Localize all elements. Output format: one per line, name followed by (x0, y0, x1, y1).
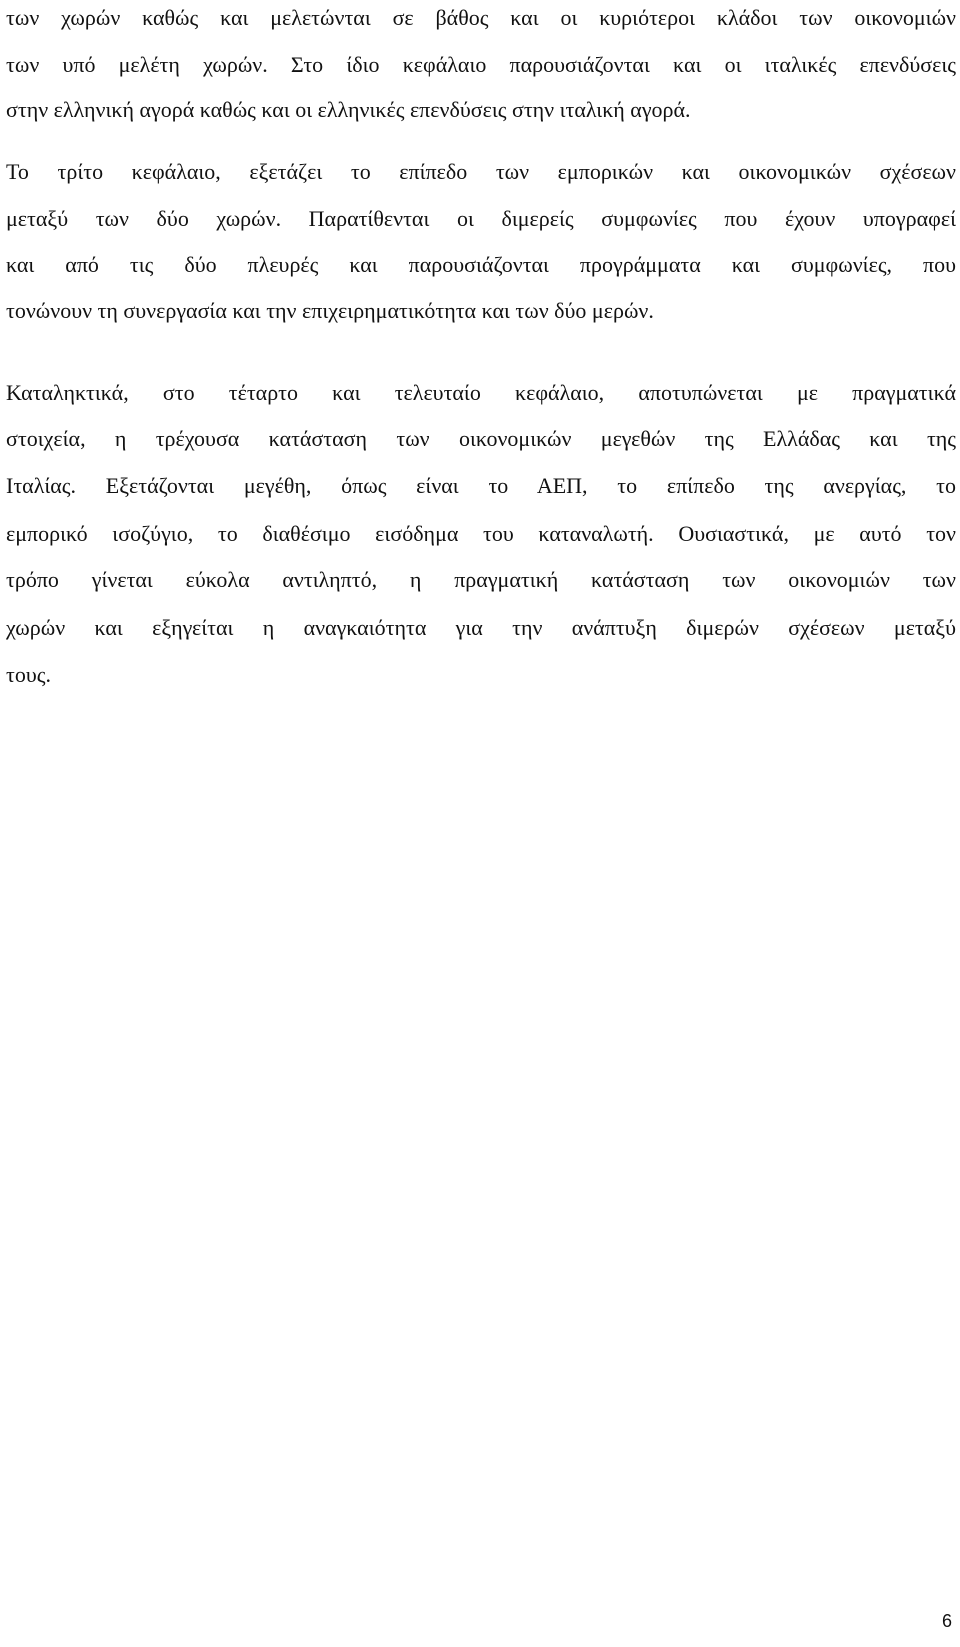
paragraph-line: τρόπο γίνεται εύκολα αντιληπτό, η πραγματική κατάσταση των οικονομιών των (6, 567, 956, 592)
paragraph-line: μεταξύ των δύο χωρών. Παρατίθενται οι διμερείς συμφωνίες που έχουν υπογραφεί (6, 206, 956, 231)
paragraph-line: τονώνουν τη συνεργασία και την επιχειρηματικότητα και των δύο μερών. (6, 298, 654, 323)
paragraph-line: Το τρίτο κεφάλαιο, εξετάζει το επίπεδο των εμπορικών και οικονομικών σχέσεων (6, 159, 956, 184)
paragraph-line: Ιταλίας. Εξετάζονται μεγέθη, όπως είναι το ΑΕΠ, το επίπεδο της ανεργίας, το (6, 473, 956, 498)
paragraph-line: στην ελληνική αγορά καθώς και οι ελληνικές επενδύσεις στην ιταλική αγορά. (6, 97, 691, 122)
page-number: 6 (941, 1611, 952, 1631)
paragraph-line: Καταληκτικά, στο τέταρτο και τελευταίο κεφάλαιο, αποτυπώνεται με πραγματικά (6, 380, 956, 405)
paragraph-line: τους. (6, 662, 51, 687)
paragraph-line: στοιχεία, η τρέχουσα κατάσταση των οικονομικών μεγεθών της Ελλάδας και της (6, 426, 956, 451)
paragraph-line: εμπορικό ισοζύγιο, το διαθέσιμο εισόδημα του καταναλωτή. Ουσιαστικά, με αυτό τον (6, 521, 956, 546)
paragraph-line: των υπό μελέτη χωρών. Στο ίδιο κεφάλαιο παρουσιάζονται και οι ιταλικές επενδύσεις (6, 52, 956, 77)
paragraph-line: των χωρών καθώς και μελετώνται σε βάθος και οι κυριότεροι κλάδοι των οικονομιών (6, 5, 956, 30)
paragraph-line: και από τις δύο πλευρές και παρουσιάζονται προγράμματα και συμφωνίες, που (6, 252, 956, 277)
paragraph-line: χωρών και εξηγείται η αναγκαιότητα για την ανάπτυξη διμερών σχέσεων μεταξύ (6, 615, 956, 640)
